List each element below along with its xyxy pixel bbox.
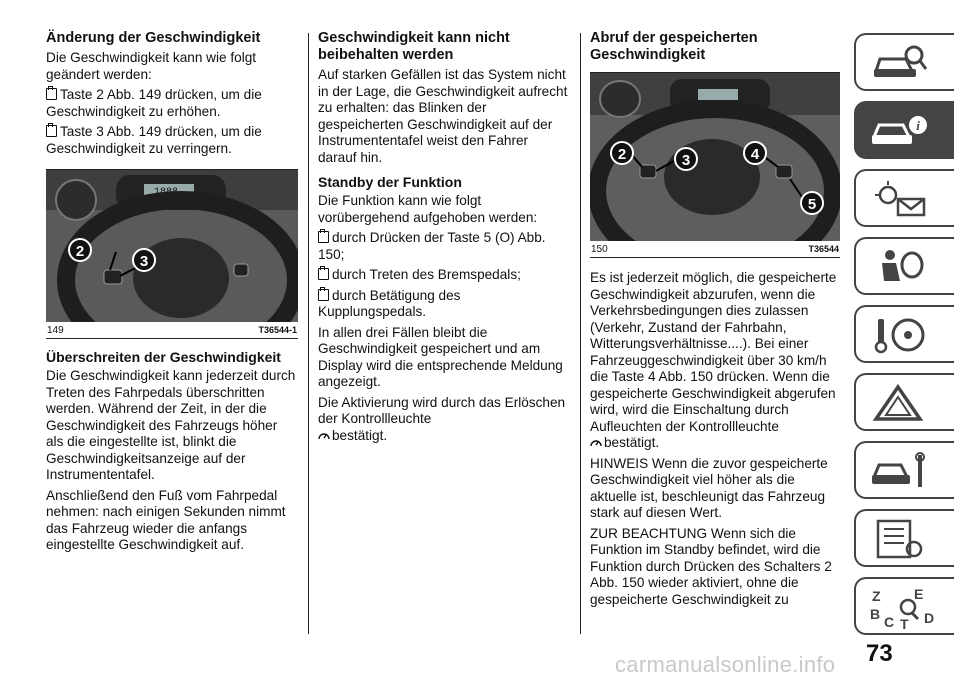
tab-index[interactable] [854, 577, 954, 635]
chapter-tabs [854, 33, 954, 645]
cruise-control-lamp-icon [590, 438, 602, 448]
callout-4-label: 4 [750, 146, 760, 163]
car-tools-icon [870, 451, 930, 491]
steering-wheel-photo-149 [46, 170, 298, 322]
svg-text:i: i [916, 118, 920, 133]
tab-emergency[interactable] [854, 373, 954, 431]
tab-maintenance[interactable] [854, 441, 954, 499]
tab-car-search[interactable] [854, 33, 954, 91]
standby-para-3-end: bestätigt. [332, 427, 388, 443]
figure-caption [46, 322, 298, 338]
checklist-icon [870, 519, 930, 559]
standby-intro: Die Funktion kann wie folgt vorübergehend aufgehoben werden: [318, 193, 538, 225]
bullet-decrease [46, 124, 298, 157]
tab-safety[interactable] [854, 237, 954, 295]
index-letters-icon [870, 587, 940, 629]
bullet-button-5 [318, 230, 568, 263]
exceed-para-2: Anschließend den Fuß vom Fahrpedal nehmen: nach einigen Sekunden nimmt das Fahrzeug wieder die anfangs eingestellte Geschwindigkeit auf. [46, 487, 286, 552]
lights-message-icon [870, 179, 930, 219]
steering-wheel-photo-150 [590, 73, 840, 241]
heading-recall-speed: Abruf der gespeicherten Geschwindigkeit [590, 30, 758, 63]
bullet-icon [318, 289, 329, 301]
cannot-maintain-para: Auf starken Gefällen ist das System nicht in der Lage, die Geschwindigkeit aufrecht zu erhalten: das Blinken der gespeicherten Geschwindigkeit auf der Instrumententafel weist den Fahrer darauf hin. [318, 67, 568, 165]
tab-lights-messages[interactable] [854, 169, 954, 227]
column-divider [308, 33, 309, 634]
bullet-button-5-text: durch Drücken der Taste 5 (O) Abb. 150; [318, 230, 546, 262]
car-info-icon [870, 111, 930, 151]
column-2 [318, 30, 568, 448]
airbag-seat-icon [870, 247, 930, 287]
note-para: HINWEIS Wenn die zuvor gespeicherte Geschwindigkeit viel höher als die aktuelle ist, beschleunigt das Fahrzeug stark auf diesen Wert. [590, 455, 828, 520]
tab-starting-driving[interactable] [854, 305, 954, 363]
bullet-icon [318, 231, 329, 243]
key-steering-icon [870, 315, 930, 355]
bullet-increase-text: Taste 2 Abb. 149 drücken, um die Geschwindigkeit zu erhöhen. [46, 87, 262, 119]
bullet-icon [318, 268, 329, 280]
watermark: carmanualsonline.info [615, 652, 836, 677]
figure-number: 150 [591, 244, 608, 255]
standby-para-3 [318, 395, 568, 445]
callout-5-label: 5 [807, 196, 817, 213]
heading-standby: Standby der Funktion [318, 174, 462, 190]
tab-car-info[interactable] [854, 101, 954, 159]
column-1 [46, 30, 298, 558]
car-search-icon [870, 43, 930, 83]
exceed-para-1: Die Geschwindigkeit kann jederzeit durch Treten des Fahrpedals überschritten werden. Während der Zeit, in der die Geschwindigkeit des Fahrzeugs höher als die eingestellte ist, blinkt die Geschwindigkeitsanzeige auf der Instrumententafel. [46, 368, 296, 482]
figure-code: T36544 [808, 244, 839, 254]
heading-exceed-speed: Überschreiten der Geschwindigkeit [46, 349, 281, 365]
callout-2-label: 2 [617, 146, 627, 163]
recall-para-1-end: bestätigt. [604, 435, 660, 450]
display-readout: 1888 [154, 187, 179, 198]
figure-150 [590, 72, 840, 258]
bullet-brake [318, 267, 568, 284]
index-letter-c: C [884, 614, 895, 629]
cruise-control-lamp-icon [318, 431, 330, 441]
callout-2-label: 2 [75, 243, 85, 260]
index-letter-d: D [924, 610, 935, 626]
heading-cannot-maintain: Geschwindigkeit kann nicht beibehalten werden [318, 30, 510, 63]
warning-triangle-icon [870, 383, 930, 423]
standby-para-2: In allen drei Fällen bleibt die Geschwindigkeit gespeichert und am Display wird die entsprechende Meldung angezeigt. [318, 324, 563, 389]
bullet-increase [46, 87, 298, 120]
recall-para-1 [590, 270, 840, 452]
attention-para: ZUR BEACHTUNG Wenn sich die Funktion im Standby befindet, wird die Funktion durch Drücken des Schalters 2 Abb. 150 wieder aktiviert, ohne die gespeicherte Geschwindigkeit zu [590, 525, 832, 607]
bullet-icon [46, 125, 57, 137]
index-letter-z: Z [872, 588, 881, 604]
heading-speed-change: Änderung der Geschwindigkeit [46, 30, 261, 46]
figure-number: 149 [47, 325, 64, 336]
figure-code: T36544-1 [258, 325, 297, 335]
index-letter-e: E [914, 587, 924, 602]
tab-technical-data[interactable] [854, 509, 954, 567]
intro-text: Die Geschwindigkeit kann wie folgt geändert werden: [46, 50, 257, 82]
callout-3-label: 3 [139, 253, 149, 270]
bullet-clutch [318, 288, 568, 321]
callout-3-label: 3 [681, 152, 691, 169]
bullet-decrease-text: Taste 3 Abb. 149 drücken, um die Geschwindigkeit zu verringern. [46, 124, 262, 156]
bullet-brake-text: durch Treten des Bremspedals; [332, 267, 521, 282]
figure-149 [46, 169, 298, 339]
recall-para-1-text: Es ist jederzeit möglich, die gespeicherte Geschwindigkeit abzurufen, wenn die Verkehrsbedingungen dies zulassen (Verkehr, Zustand der Fahrbahn, Witterungsverhältnisse....). Bei einer Fahrzeuggeschwindigkeit über 30 km/h die Taste 4 Abb. 150 drücken. Wenn die gespeicherte Geschwindigkeit abgerufen wird, wird die Einschaltung durch Aufleuchten der Kontrollleuchte [590, 270, 837, 434]
figure-caption [590, 241, 840, 257]
column-3 [590, 30, 840, 612]
page-number: 73 [866, 640, 893, 667]
column-divider [580, 33, 581, 634]
bullet-icon [46, 88, 57, 100]
index-letter-t: T [900, 616, 909, 629]
standby-para-3-text: Die Aktivierung wird durch das Erlöschen der Kontrollleuchte [318, 394, 566, 426]
index-letter-b: B [870, 606, 881, 622]
bullet-clutch-text: durch Betätigung des Kupplungspedals. [318, 287, 461, 319]
